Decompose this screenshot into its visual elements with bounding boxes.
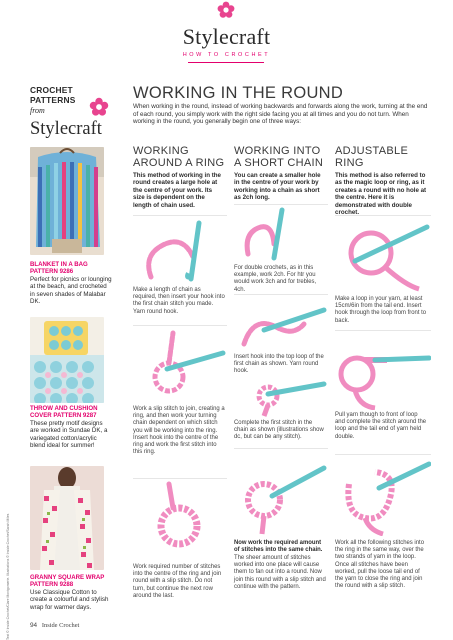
chain-step-5: The sheer amount of stitches worked into one place will cause them to fan out into a round. Now join this round with a slip stitch and continue with the pattern. [234,555,326,590]
pattern-2-title: THROW AND CUSHION COVER PATTERN 9287 [30,405,98,419]
ring-step-2-illustration [133,325,227,403]
column-1-title: WORKING AROUND A RING [133,145,225,169]
sidebar-from: from [30,106,45,116]
column-1-intro: This method of working in the round creates a large hole at the centre of your work. Its size is dependent on the length of chain used. [133,172,221,209]
page-number: 94 [30,622,38,629]
brand-wordmark: Stylecraft [0,14,453,40]
column-3-intro: This method is also referred to as the magic loop or ring, as it creates a round with no hole at the centre. Here it is demonstrated with double crochet. [335,172,427,217]
adjustable-step-3-illustration [335,454,431,536]
sidebar-brand: Stylecraft [30,119,102,140]
chain-step-3-illustration [234,376,328,418]
column-2-intro: You can create a smaller hole in the centre of your work by working into a chain as short as 2ch long. [234,172,321,202]
chain-step-4: Now work the required amount of stitches into the same chain. [234,540,323,554]
sidebar-flower-icon [88,96,110,118]
ring-step-1: Make a length of chain as required, then insert your hook into the first chain stitch you made. Yarn round hook. [133,287,225,315]
pattern-1-title: BLANKET IN A BAG PATTERN 9286 [30,261,88,275]
throw-cushion-photo [30,317,104,403]
ring-step-3-illustration [133,478,227,560]
article-title: WORKING IN THE ROUND [133,84,344,102]
flower-icon [216,0,236,20]
page-footer [30,622,79,629]
pattern-3-title: GRANNY SQUARE WRAP PATTERN 9288 [30,574,105,588]
header-divider [188,62,264,63]
chain-step-3: Complete the first stitch in the chain as shown (illustrations show dc, but can be any stitch). [234,420,324,441]
ring-step-2: Work a slip stitch to join, creating a ring, and then work your turning chain dependent on which stitch you will be working into the ring. Insert hook into the centre of the ring and work the first stitch into this ring. [133,406,225,456]
pattern-2-description: These pretty motif designs are worked in Sundae DK, a variegated cotton/acrylic blend ideal for summer! [30,420,108,449]
sidebar-heading-line2: PATTERNS [30,94,76,105]
brand-tagline: HOW TO CROCHET [182,52,271,58]
blanket-photo [30,147,104,255]
column-3-title: ADJUSTABLE RING [335,145,409,169]
pattern-3-description: Use Classique Cotton to create a colourful and stylish wrap for warmer days. [30,589,109,611]
column-2-title: WORKING INTO A SHORT CHAIN [234,145,324,169]
adjustable-step-2-illustration [335,330,431,410]
chain-step-4-illustration [234,448,328,536]
ring-step-1-illustration [133,215,227,283]
magazine-name: Inside Crochet [41,622,80,629]
ring-step-3: Work required number of stitches into the centre of the ring and join round with a slip stitch. Do not turn, but continue the next row around the last. [133,564,222,599]
header-logo [0,14,453,58]
chain-step-1: For double crochets, as in this example, work 2ch. For htr you would work 3ch and for trebles, 4ch. [234,265,317,293]
wrap-photo [30,466,104,570]
article-intro: When working in the round, instead of working backwards and forwards along the work, turning at the end of each round, you simply work with the right side facing you at all times and you do not turn. When working in the round, you generally begin one of three ways: [133,103,428,126]
adjustable-step-1-illustration [335,215,431,293]
chain-step-1-illustration [234,204,328,262]
pattern-1-description: Perfect for picnics or lounging at the beach, and crocheted in seven shades of Malabar DK. [30,276,112,305]
adjustable-step-1: Make a loop in your yarn, at least 15cm/6in from the tail end. Insert hook through the loop from front to back. [335,296,427,324]
image-credit: Text © Inside Crochet/Clare Montgomerie. Illustrations © Inside Crochet/Sarah Miles [6,513,10,640]
adjustable-step-2: Pull yarn though to front of loop and complete the stitch around the loop and the tail end of yarn held double. [335,412,427,440]
chain-step-2: Insert hook into the top loop of the first chain as shown. Yarn round hook. [234,354,324,375]
chain-step-2-illustration [234,294,328,352]
adjustable-step-3: Work all the following stitches into the ring in the same way, over the two strands of yarn in the loop. Once all stitches have been worked, pull the loose tail end of the yarn to close the ring and join the round with a slip stitch. [335,540,424,590]
sidebar-heading-line1: CROCHET [30,85,73,95]
